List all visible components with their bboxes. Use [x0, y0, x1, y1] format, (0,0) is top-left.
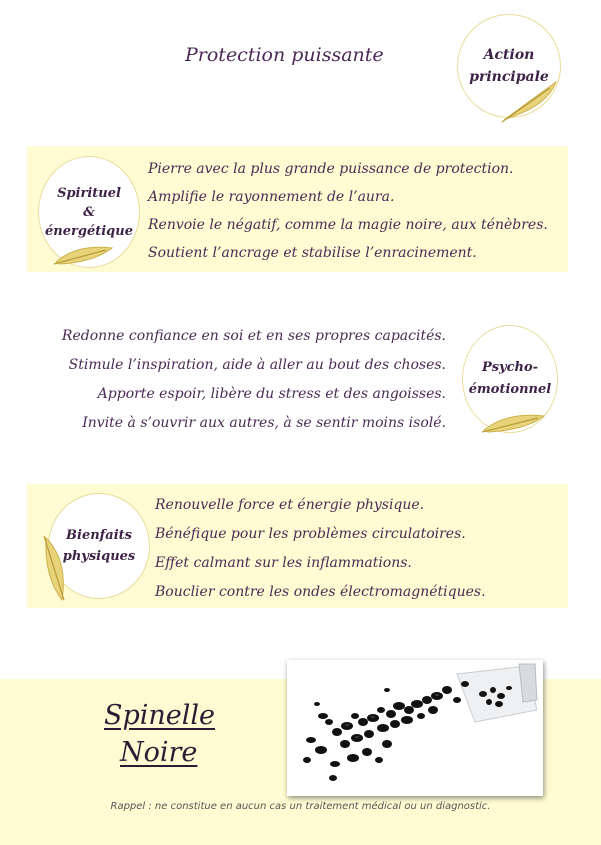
- feather-icon: [38, 536, 72, 602]
- list-item: Amplifie le rayonnement de l’aura.: [148, 189, 395, 205]
- list-item: Bouclier contre les ondes électromagnétiques.: [155, 584, 486, 600]
- list-item: Apporte espoir, libère du stress et des angoisses.: [97, 386, 446, 402]
- list-item: Pierre avec la plus grande puissance de protection.: [148, 161, 514, 177]
- feather-icon: [482, 408, 546, 436]
- list-item: Renouvelle force et énergie physique.: [155, 497, 425, 513]
- disclaimer: Rappel : ne constitue en aucun cas un traitement médical ou un diagnostic.: [110, 801, 491, 812]
- feather-icon: [500, 78, 560, 124]
- list-item: Soutient l’ancrage et stabilise l’enracinement.: [148, 245, 477, 261]
- action-badge-line2: principale: [469, 69, 549, 85]
- list-item: Stimule l’inspiration, aide à aller au bout des choses.: [68, 357, 446, 373]
- list-item: Redonne confiance en soi et en ses propres capacités.: [61, 328, 446, 344]
- physical-badge-line1: Bienfaits: [66, 528, 132, 543]
- action-badge-line1: Action: [483, 47, 535, 63]
- list-item: Invite à s’ouvrir aux autres, à se sentir moins isolé.: [82, 415, 446, 431]
- list-item: Bénéfique pour les problèmes circulatoires.: [155, 526, 466, 542]
- psycho-badge-line1: Psycho-: [481, 360, 539, 375]
- list-item: Renvoie le négatif, comme la magie noire, aux ténèbres.: [148, 217, 548, 233]
- psycho-lines: [20, 322, 446, 438]
- feather-icon: [54, 238, 114, 268]
- stone-name-line1: Spinelle: [104, 700, 216, 731]
- stone-name-line2: Noire: [120, 737, 198, 768]
- list-item: Effet calmant sur les inflammations.: [155, 555, 412, 571]
- spiritual-badge-line1: Spirituel: [57, 185, 121, 201]
- psycho-badge-line2: émotionnel: [468, 382, 552, 397]
- physical-lines: [155, 491, 486, 607]
- spiritual-badge-line2: &: [83, 204, 95, 220]
- physical-badge-line2: physiques: [62, 549, 136, 564]
- stone-photo: [287, 660, 543, 796]
- page-title: Protection puissante: [185, 44, 384, 66]
- stones-illustration: [287, 660, 543, 796]
- spiritual-badge-line3: énergétique: [45, 223, 133, 239]
- spiritual-lines: [148, 155, 548, 267]
